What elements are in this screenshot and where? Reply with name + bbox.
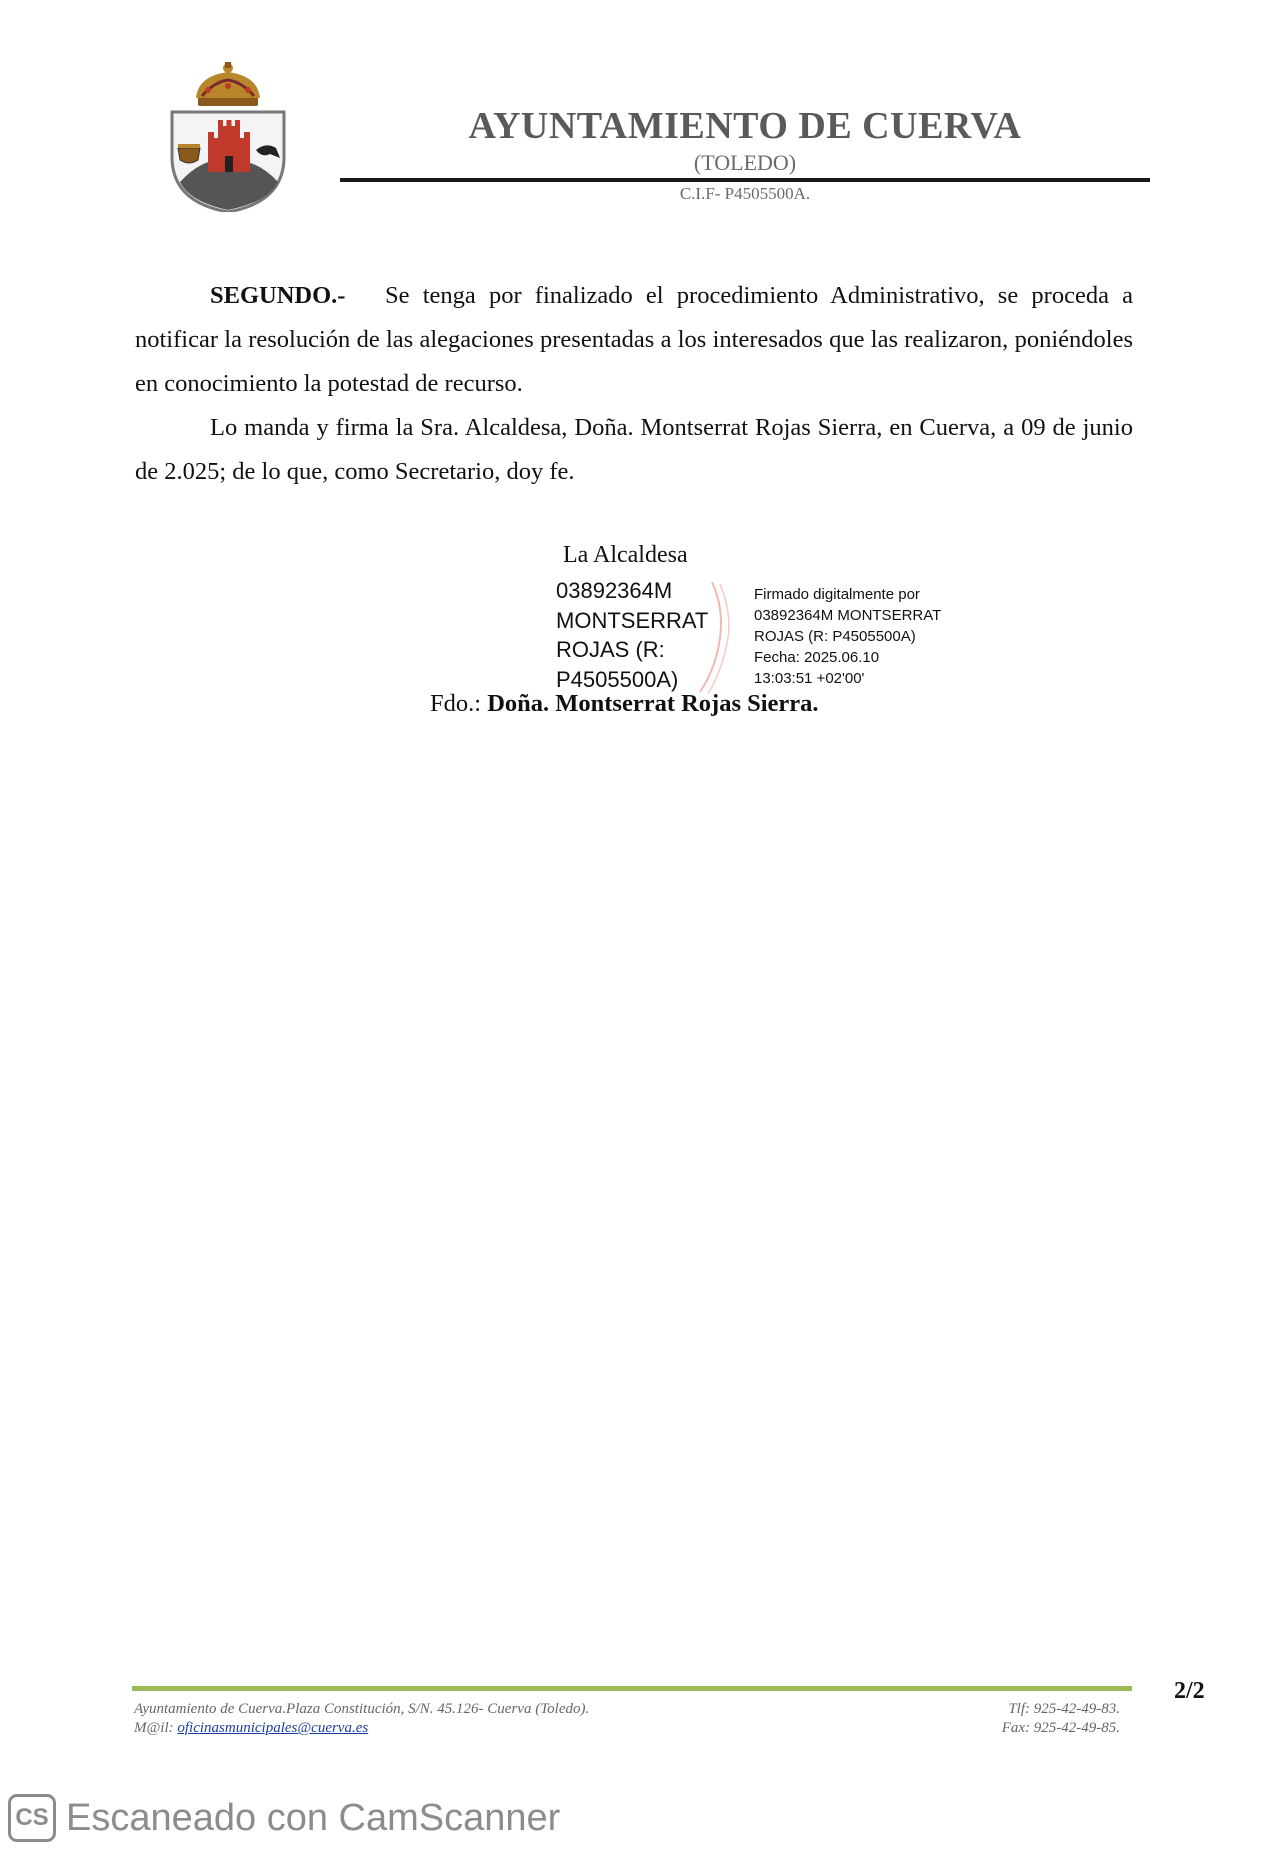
- signer-name: Doña. Montserrat Rojas Sierra.: [487, 690, 819, 717]
- page-number: 2/2: [1174, 1678, 1205, 1704]
- signature-name-line: 03892364M: [556, 578, 673, 603]
- scanner-watermark: [8, 1790, 560, 1846]
- digital-signature-line: 03892364M MONTSERRAT: [754, 607, 942, 624]
- watermark-text: Escaneado con CamScanner: [66, 1796, 561, 1839]
- digital-signature-details: [754, 584, 994, 689]
- municipality-title: AYUNTAMIENTO DE CUERVA: [468, 105, 1022, 147]
- footer-email-line: [134, 1720, 368, 1737]
- email-link[interactable]: oficinasmunicipales@cuerva.es: [177, 1720, 369, 1736]
- camscanner-logo-icon: CS: [8, 1794, 56, 1842]
- digital-signature-line: ROJAS (R: P4505500A): [754, 628, 916, 645]
- signature-name-line: MONTSERRAT: [556, 607, 709, 633]
- tax-id: C.I.F- P4505500A.: [679, 184, 811, 203]
- digital-signature-line: 13:03:51 +02'00': [754, 670, 865, 687]
- signed-by-line: [430, 690, 819, 718]
- footer-phone: Tlf: 925-42-49-83.: [1008, 1701, 1120, 1717]
- signer-role: La Alcaldesa: [563, 542, 688, 568]
- email-prefix: M@il:: [134, 1720, 174, 1736]
- province-subtitle: (TOLEDO): [693, 150, 797, 175]
- header-divider: [340, 178, 1150, 182]
- coat-of-arms-icon: [158, 62, 298, 212]
- signed-by-prefix: Fdo.:: [430, 690, 482, 717]
- paragraph-text: Se tenga por finalizado el procedimiento Administrativo, se proceda a notificar la resolución de las alegaciones presentadas a los interesados que las realizaron, poniéndoles en conocimiento la potestad de recurso.: [135, 282, 1133, 397]
- paragraph-heading: SEGUNDO.-: [210, 282, 346, 309]
- signature-name-line: ROJAS (R:: [556, 637, 665, 662]
- footer-divider: [132, 1686, 1132, 1691]
- footer-address: Ayuntamiento de Cuerva.Plaza Constitución, S/N. 45.126- Cuerva (Toledo).: [134, 1701, 590, 1717]
- paragraph-text: Lo manda y firma la Sra. Alcaldesa, Doña. Montserrat Rojas Sierra, en Cuerva, a 09 de junio de 2.025; de lo que, como Secretario, doy fe.: [135, 414, 1133, 485]
- digital-signature-line: Firmado digitalmente por: [754, 586, 920, 603]
- digital-signature-line: Fecha: 2025.06.10: [754, 649, 880, 666]
- signature-name-line: P4505500A): [556, 666, 679, 692]
- footer-fax: Fax: 925-42-49-85.: [1001, 1720, 1120, 1736]
- paragraph-signing-statement: [135, 406, 1133, 494]
- paragraph-segundo: [135, 274, 1133, 406]
